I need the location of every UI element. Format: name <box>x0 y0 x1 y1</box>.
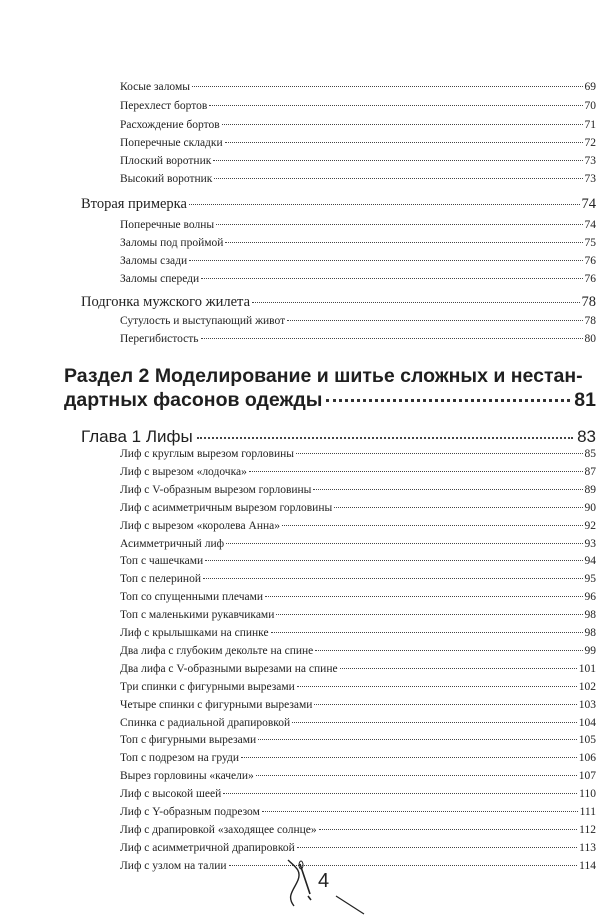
toc-entry-title: Топ с фигурными вырезами <box>120 734 257 747</box>
leader-dots <box>315 650 582 651</box>
toc-entry <box>120 466 596 478</box>
toc-entry-title: Заломы спереди <box>120 273 200 285</box>
leader-dots <box>297 686 577 687</box>
toc-entry <box>120 824 596 836</box>
toc-entry-title: Лиф с высокой шеей <box>120 788 222 801</box>
toc-entry <box>120 734 596 746</box>
leader-dots <box>262 811 578 812</box>
toc-subsection-page: 78 <box>581 294 596 310</box>
toc-entry-title: Четыре спинки с фигурными вырезами <box>120 698 313 711</box>
toc-entry <box>120 842 596 854</box>
leader-dots <box>249 471 583 472</box>
toc-subsection <box>81 294 596 311</box>
toc-entry-title: Заломы под проймой <box>120 237 224 249</box>
toc-entry-title: Сутулость и выступающий живот <box>120 315 286 327</box>
toc-entry-title: Перегибистость <box>120 333 199 345</box>
toc-entry-title: Лиф с Y-образным подрезом <box>120 806 260 818</box>
toc-entry <box>120 788 596 800</box>
toc-entry-page: 93 <box>584 537 596 550</box>
toc-entry-title: Плоский воротник <box>120 155 212 167</box>
toc-entry-page: 71 <box>584 119 596 131</box>
toc-entry-page: 73 <box>584 173 596 185</box>
toc-entry-title: Топ со спущенными плечами <box>120 591 264 604</box>
toc-entry-page: 76 <box>584 273 596 285</box>
toc-entry-title: Косые заломы <box>120 81 190 93</box>
leader-dots <box>205 560 582 561</box>
leader-dots <box>192 86 583 87</box>
toc-entry-title: Спинка с радиальной драпировкой <box>120 716 291 729</box>
toc-entry-title: Высокий воротник <box>120 173 213 185</box>
toc-entry <box>120 137 596 149</box>
toc-entry-title: Поперечные складки <box>120 137 223 149</box>
toc-entry-title: Лиф с асимметричной драпировкой <box>120 841 295 854</box>
toc-entry-page: 102 <box>578 680 596 693</box>
toc-entry <box>120 119 596 131</box>
toc-entry-page: 101 <box>578 662 596 675</box>
toc-entry-page: 98 <box>584 609 596 622</box>
toc-entry-page: 87 <box>584 465 596 478</box>
toc-entry-page: 106 <box>578 752 596 765</box>
section-title-line1: Раздел 2 Моделирование и шитье сложных и нестан- <box>64 365 583 387</box>
toc-entry <box>120 681 596 693</box>
toc-entry-page: 104 <box>578 716 596 729</box>
leader-dots <box>334 507 582 508</box>
leader-dots <box>213 160 582 161</box>
toc-entry-title: Лиф с асимметричным вырезом горловины <box>120 501 333 514</box>
leader-dots <box>197 437 573 439</box>
toc-entry <box>120 484 596 496</box>
toc-entry-page: 85 <box>584 448 596 460</box>
toc-entry-title: Лиф с вырезом «королева Анна» <box>120 519 280 532</box>
toc-entry-title: Топ с маленькими рукавчиками <box>120 609 275 622</box>
leader-dots <box>203 578 583 579</box>
toc-entry <box>120 663 596 675</box>
toc-entry-title: Лиф с драпировкой «заходящее солнце» <box>120 823 317 836</box>
toc-entry-page: 89 <box>584 483 596 496</box>
leader-dots <box>222 124 583 125</box>
section-title-line2 <box>64 389 596 412</box>
leader-dots <box>216 224 582 225</box>
toc-entry <box>120 699 596 711</box>
toc-entry-page: 74 <box>584 219 596 231</box>
leader-dots <box>225 242 582 243</box>
toc-entry <box>120 237 596 249</box>
leader-dots <box>214 178 582 179</box>
toc-entry-title: Поперечные волны <box>120 219 215 231</box>
toc-entry <box>120 806 596 818</box>
toc-entry-page: 72 <box>584 137 596 149</box>
toc-entry <box>120 591 596 603</box>
leader-dots <box>296 453 583 454</box>
toc-entry-title: Два лифа с глубоким декольте на спине <box>120 644 314 657</box>
toc-entry <box>120 520 596 532</box>
toc-entry <box>120 502 596 514</box>
toc-entry <box>120 333 596 345</box>
toc-entry <box>120 752 596 764</box>
toc-entry-page: 73 <box>584 155 596 167</box>
section-title-text: дартных фасонов одежды <box>64 389 323 411</box>
toc-entry <box>120 81 596 93</box>
leader-dots <box>276 614 582 615</box>
leader-dots <box>226 543 582 544</box>
toc-entry <box>120 609 596 621</box>
leader-dots <box>223 793 577 794</box>
toc-subsection <box>81 196 596 213</box>
toc-entry-title: Асимметричный лиф <box>120 537 225 550</box>
toc-entry-title: Топ с чашечками <box>120 555 204 568</box>
section-page: 81 <box>574 389 596 411</box>
leader-dots <box>319 829 578 830</box>
toc-entry-page: 110 <box>579 788 596 801</box>
toc-entry-title: Топ с подрезом на груди <box>120 752 239 765</box>
chapter-page: 83 <box>577 427 596 446</box>
leader-dots <box>241 757 577 758</box>
toc-subsection-title: Подгонка мужского жилета <box>81 294 251 310</box>
toc-entry-page: 92 <box>584 519 596 532</box>
toc-entry-page: 113 <box>579 841 596 854</box>
toc-entry <box>120 219 596 231</box>
toc-entry <box>120 555 596 567</box>
leader-dots <box>292 722 577 723</box>
toc-entry-page: 70 <box>584 100 596 112</box>
leader-dots <box>201 338 583 339</box>
toc-entry-page: 103 <box>578 698 596 711</box>
toc-subsection-title: Вторая примерка <box>81 196 187 212</box>
toc-entry <box>120 255 596 267</box>
toc-subsection-page: 74 <box>581 196 596 212</box>
toc-entry-page: 75 <box>584 237 596 249</box>
toc-entry-page: 114 <box>579 859 596 872</box>
toc-entry-page: 76 <box>584 255 596 267</box>
leader-dots <box>297 847 577 848</box>
toc-entry <box>120 448 596 460</box>
toc-entry <box>120 717 596 729</box>
toc-entry <box>120 573 596 585</box>
leader-dots <box>189 204 580 205</box>
leader-dots <box>265 596 582 597</box>
page-number: 4 <box>318 870 330 892</box>
toc-entry <box>120 273 596 285</box>
toc-entry <box>120 538 596 550</box>
toc-entry <box>120 155 596 167</box>
toc-entry-title: Вырез горловины «качели» <box>120 770 254 783</box>
toc-entry-page: 112 <box>579 823 596 836</box>
leader-dots <box>252 302 579 303</box>
toc-entry-title: Два лифа с V-образными вырезами на спине <box>120 662 338 675</box>
toc-entry <box>120 173 596 185</box>
toc-entry-title: Лиф с V-образным вырезом горловины <box>120 483 312 496</box>
leader-dots <box>287 320 582 321</box>
chapter-title: Глава 1 Лифы <box>81 427 193 446</box>
toc-entry-page: 105 <box>578 734 596 747</box>
leader-dots <box>258 739 577 740</box>
toc-entry-page: 111 <box>579 806 596 818</box>
toc-entry-page: 107 <box>578 770 596 783</box>
toc-entry-title: Лиф с узлом на талии <box>120 859 227 872</box>
leader-dots <box>256 775 577 776</box>
toc-entry-title: Перехлест бортов <box>120 100 208 112</box>
toc-entry-title: Лиф с вырезом «лодочка» <box>120 465 247 478</box>
leader-dots <box>189 260 582 261</box>
toc-entry <box>120 627 596 639</box>
chapter-heading <box>81 427 596 447</box>
toc-entry-page: 80 <box>584 333 596 345</box>
toc-entry-title: Лиф с крылышками на спинке <box>120 627 269 639</box>
toc-entry-title: Топ с пелериной <box>120 573 201 586</box>
leader-dots <box>209 105 582 106</box>
toc-entry-page: 94 <box>584 555 596 568</box>
toc-entry <box>120 645 596 657</box>
leader-dots <box>271 632 583 633</box>
toc-entry <box>120 315 596 327</box>
leader-dots <box>314 704 576 705</box>
toc-entry-page: 90 <box>584 501 596 514</box>
toc-entry-page: 96 <box>584 591 596 604</box>
toc-entry-title: Расхождение бортов <box>120 119 220 131</box>
toc-entry <box>120 100 596 112</box>
leader-dots <box>225 142 583 143</box>
leader-dots <box>340 668 577 669</box>
toc-entry-title: Лиф с круглым вырезом горловины <box>120 448 294 460</box>
leader-dots <box>201 278 582 279</box>
toc-entry-page: 95 <box>584 573 596 586</box>
toc-entry-title: Три спинки с фигурными вырезами <box>120 680 295 693</box>
toc-entry-title: Заломы сзади <box>120 255 188 267</box>
leader-dots <box>313 489 582 490</box>
toc-entry-page: 98 <box>584 627 596 639</box>
toc-entry-page: 99 <box>584 644 596 657</box>
toc-entry-page: 78 <box>584 315 596 327</box>
toc-entry-page: 69 <box>584 81 596 93</box>
leader-dots <box>282 525 583 526</box>
toc-entry <box>120 770 596 782</box>
leader-dots <box>326 399 570 402</box>
